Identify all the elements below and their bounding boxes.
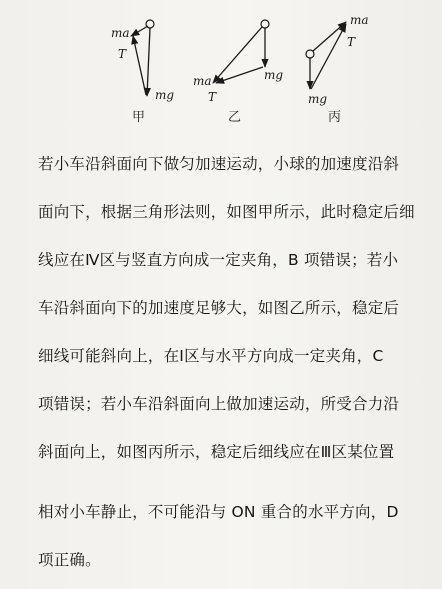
mg-label-bing: mg — [308, 92, 328, 106]
t-arrow-bing — [311, 24, 346, 89]
force-diagrams-figure — [0, 0, 442, 135]
ma-label-bing: ma — [350, 13, 369, 27]
diagram-bing — [306, 13, 369, 106]
paragraph-line: 若小车沿斜面向下做匀加速运动，小球的加速度沿斜 — [38, 155, 400, 173]
t-arrow-yi — [216, 67, 263, 83]
mg-arrow-jia — [147, 28, 150, 96]
ma-arrow-jia — [131, 26, 148, 36]
t-arrow-jia — [133, 36, 146, 95]
ma-arrow-bing — [313, 22, 346, 51]
paragraph-line: 车沿斜面向下的加速度足够大，如图乙所示，稳定后 — [38, 299, 400, 317]
diagram-yi — [193, 20, 283, 104]
mg-label-yi: mg — [264, 68, 284, 82]
paragraph-line: 项错误；若小车沿斜面向上做加速运动，所受合力沿 — [38, 395, 400, 413]
paragraph-line: 线应在Ⅳ区与竖直方向成一定夹角，B 项错误；若小 — [38, 251, 399, 269]
paragraph-line: 斜面向上，如图丙所示，稳定后细线应在Ⅲ区某位置 — [38, 443, 395, 461]
ma-arrow-yi — [213, 27, 262, 83]
diagram-jia — [111, 20, 174, 102]
paragraph-line: 面向下，根据三角形法则，如图甲所示，此时稳定后细 — [38, 203, 415, 221]
paragraph-line: 细线可能斜向上，在Ⅰ区与水平方向成一定夹角，C — [38, 347, 384, 365]
ball-yi — [261, 20, 269, 28]
ball-bing — [306, 50, 314, 58]
t-label-yi: T — [208, 90, 217, 104]
paragraph-line: 相对小车静止，不可能沿与 ON 重合的水平方向，D — [38, 503, 399, 521]
t-label-bing: T — [347, 35, 356, 49]
paragraph-line: 项正确。 — [38, 551, 101, 569]
force-diagrams-svg — [0, 0, 442, 135]
t-label-jia: T — [118, 47, 127, 61]
ma-label-jia: ma — [111, 26, 130, 40]
caption-jia: 甲 — [132, 110, 146, 125]
caption-yi: 乙 — [228, 110, 242, 125]
caption-bing: 丙 — [328, 110, 342, 125]
mg-label-jia: mg — [155, 88, 175, 102]
ma-label-yi: ma — [193, 74, 212, 88]
